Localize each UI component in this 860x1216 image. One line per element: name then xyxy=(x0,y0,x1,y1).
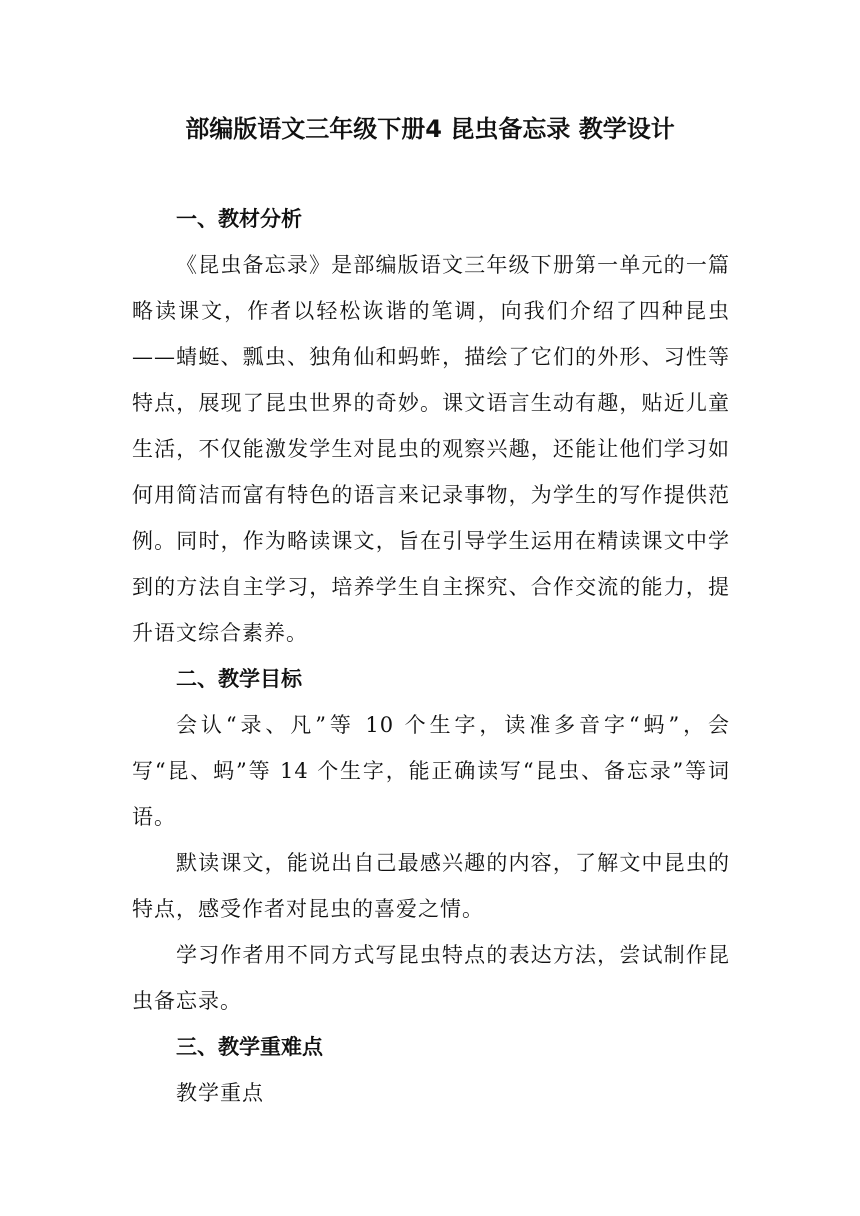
paragraph-goal-1: 会认“录、凡”等 10 个生字，读准多音字“蚂”，会写“昆、蚂”等 14 个生字，能正确读写“昆虫、备忘录”等词语。 xyxy=(132,713,730,829)
section-heading-textbook-analysis: 一、教材分析 xyxy=(176,207,302,231)
subheading-teaching-focus: 教学重点 xyxy=(176,1081,264,1105)
paragraph-goal-2: 默读课文，能说出自己最感兴趣的内容，了解文中昆虫的特点，感受作者对昆虫的喜爱之情。 xyxy=(132,851,730,921)
document-body xyxy=(132,196,730,1116)
section-heading-key-points: 三、教学重难点 xyxy=(176,1035,323,1059)
paragraph-textbook-analysis: 《昆虫备忘录》是部编版语文三年级下册第一单元的一篇略读课文，作者以轻松诙谐的笔调，向我们介绍了四种昆虫——蜻蜓、瓢虫、独角仙和蚂蚱，描绘了它们的外形、习性等特点，展现了昆虫世界的奇妙。课文语言生动有趣，贴近儿童生活，不仅能激发学生对昆虫的观察兴趣，还能让他们学习如何用简洁而富有特色的语言来记录事物，为学生的写作提供范例。同时，作为略读课文，旨在引导学生运用在精读课文中学到的方法自主学习，培养学生自主探究、合作交流的能力，提升语文综合素养。 xyxy=(132,253,730,645)
document-title: 部编版语文三年级下册4 昆虫备忘录 教学设计 xyxy=(185,115,675,143)
section-heading-teaching-goals: 二、教学目标 xyxy=(176,667,302,691)
paragraph-goal-3: 学习作者用不同方式写昆虫特点的表达方法，尝试制作昆虫备忘录。 xyxy=(132,943,730,1013)
